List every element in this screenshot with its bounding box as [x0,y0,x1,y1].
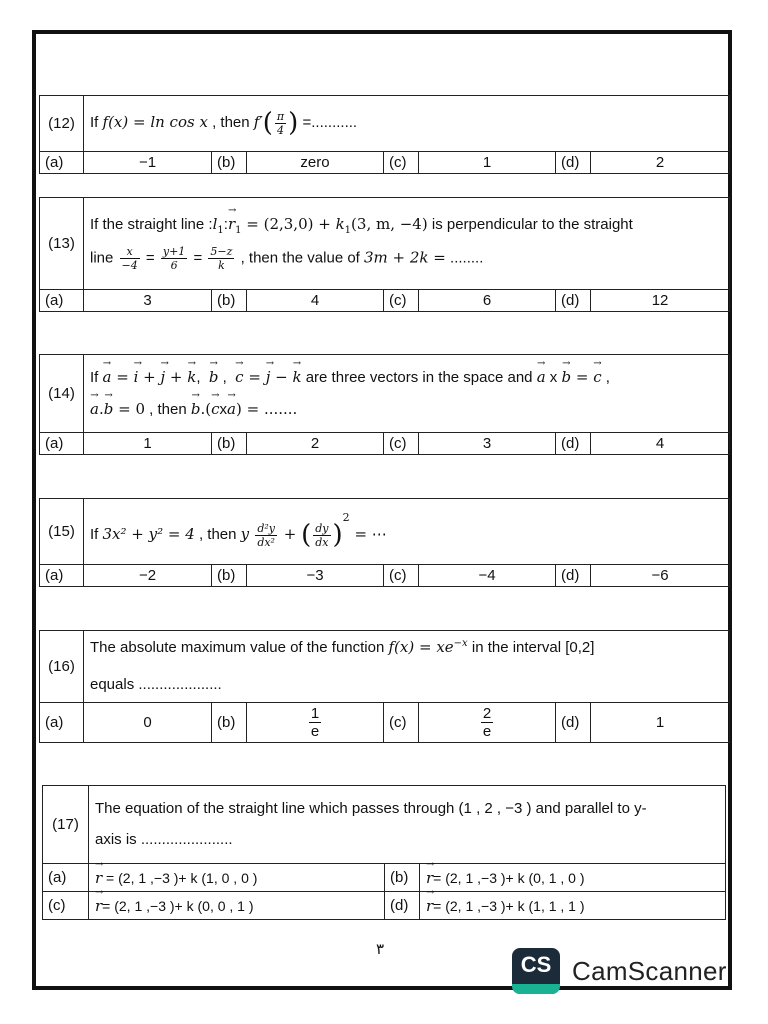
question-number: (15) [40,499,84,565]
option-b-label: (b) [385,864,420,892]
option-a-label: (a) [40,703,84,743]
option-d-label: (d) [556,565,591,587]
option-b-label: (b) [212,565,247,587]
option-b-value[interactable]: 4 [247,290,384,312]
option-b-label: (b) [212,703,247,743]
option-c-label: (c) [384,152,419,174]
option-a-value[interactable]: −1 [84,152,212,174]
option-b-value[interactable]: $\frac{1}{e}$ [247,703,384,743]
question-number: (17) [43,786,89,864]
option-b-label: (b) [212,152,247,174]
option-d-label: (d) [556,152,591,174]
option-c-label: (c) [384,290,419,312]
option-d-value[interactable]: → r= (2, 1 ,−3 )+ k (1, 1 , 1 ) [420,892,726,920]
option-b-label: (b) [212,433,247,455]
question-17 [42,785,726,920]
option-b-label: (b) [212,290,247,312]
question-stem: If 3x² + y² = 4 , then y $\frac{\text{d²y}}{\text{dx²}}$ + ( $\frac{dy}{dx}$ )$^2$ = ⋯ [84,499,730,565]
option-b-value[interactable]: 2 [247,433,384,455]
question-stem: The equation of the straight line which passes through (1 , 2 , −3 ) and parallel to y- axis is ...................... [89,786,726,864]
option-d-label: (d) [385,892,420,920]
option-a-value[interactable]: 1 [84,433,212,455]
option-a-value[interactable]: → r = (2, 1 ,−3 )+ k (1, 0 , 0 ) [89,864,385,892]
option-c-value[interactable]: 1 [419,152,556,174]
option-a-value[interactable]: 3 [84,290,212,312]
question-number: (12) [40,96,84,152]
option-a-label: (a) [40,565,84,587]
option-d-value[interactable]: 12 [591,290,730,312]
question-number: (13) [40,198,84,290]
option-c-value[interactable]: −4 [419,565,556,587]
option-c-label: (c) [384,565,419,587]
option-a-value[interactable]: 0 [84,703,212,743]
option-d-label: (d) [556,703,591,743]
question-14 [39,354,730,455]
option-c-label: (c) [43,892,89,920]
option-c-value[interactable]: 3 [419,433,556,455]
question-stem: If the straight line $:l_1:\to r_1 = (2,3,0) + k_1(3$, m, −4) is perpendicular to the straight line $\frac{x}{-4}$ = $\frac{y+1}{6}$ = $\frac{5-z}{k}$ , then the value of 3m + 2k = ........ [84,198,730,290]
option-b-value[interactable]: −3 [247,565,384,587]
option-b-value[interactable]: zero [247,152,384,174]
option-d-label: (d) [556,433,591,455]
camscanner-wordmark: CamScanner [572,955,727,986]
option-c-value[interactable]: $\frac{2}{e}$ [419,703,556,743]
question-13 [39,197,730,312]
question-stem: If → a = → i + → j + → k, → b , → c = → j − → k are three vectors in the space and → a x → b = → c , → a.→ b = 0 , then → b.(→ cx→ a) = ....... [84,355,730,433]
option-a-label: (a) [40,290,84,312]
option-c-value[interactable]: 6 [419,290,556,312]
question-number: (16) [40,631,84,703]
question-stem: The absolute maximum value of the function $f(x) = xe^{-x}$ in the interval [0,2] equals .................... [84,631,730,703]
question-stem: If f(x) = ln cos x , then f′( $\frac{\pi}{4}$ ) =........... [84,96,730,152]
camscanner-logo [512,948,727,994]
option-d-label: (d) [556,290,591,312]
option-d-value[interactable]: 4 [591,433,730,455]
option-d-value[interactable]: 2 [591,152,730,174]
question-12 [39,95,730,174]
question-15 [39,498,730,587]
option-c-label: (c) [384,433,419,455]
camscanner-icon: CS [512,948,560,994]
option-d-value[interactable]: −6 [591,565,730,587]
page-number: ٣ [376,941,385,958]
option-a-label: (a) [40,152,84,174]
option-c-label: (c) [384,703,419,743]
option-a-value[interactable]: −2 [84,565,212,587]
question-16 [39,630,730,743]
option-a-label: (a) [40,433,84,455]
option-c-value[interactable]: → r= (2, 1 ,−3 )+ k (0, 0 , 1 ) [89,892,385,920]
question-number: (14) [40,355,84,433]
option-b-value[interactable]: → r= (2, 1 ,−3 )+ k (0, 1 , 0 ) [420,864,726,892]
option-a-label: (a) [43,864,89,892]
option-d-value[interactable]: 1 [591,703,730,743]
